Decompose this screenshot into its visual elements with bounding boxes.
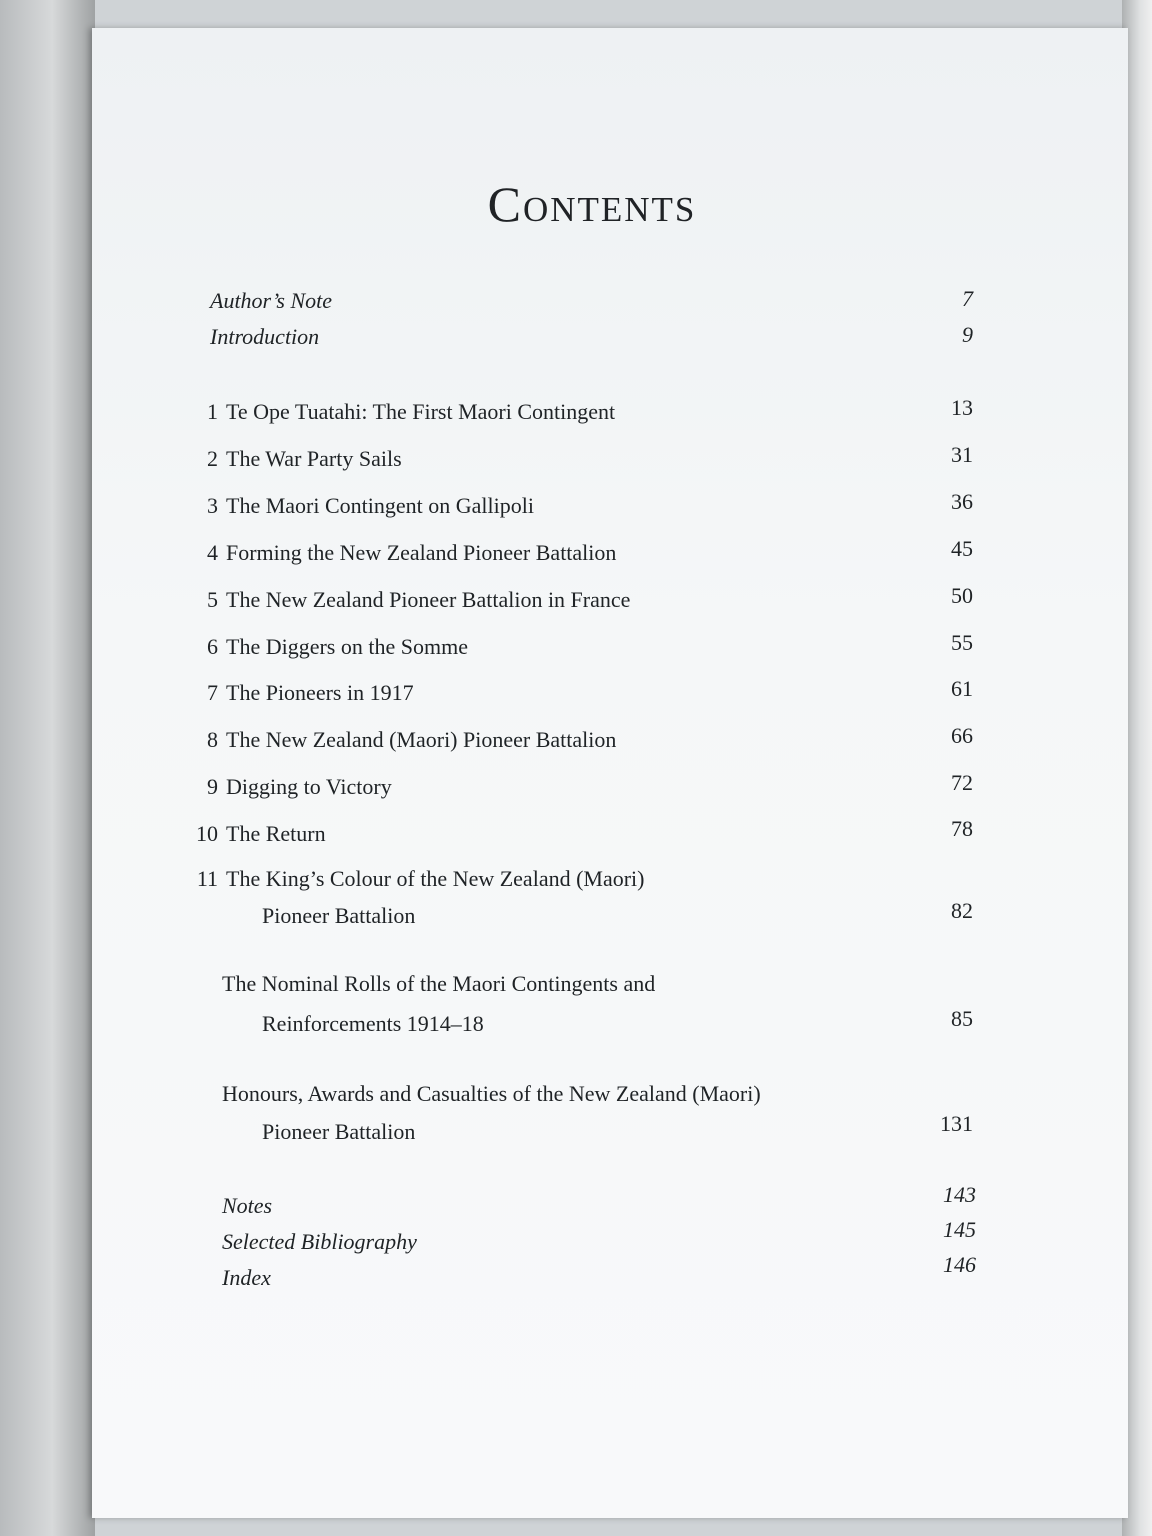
chapter-title: The Maori Contingent on Gallipoli <box>226 493 534 518</box>
toc-page-chapter-10: 78 <box>951 816 973 841</box>
toc-page-chapter-9: 72 <box>951 770 973 795</box>
toc-entry-nominal-rolls: The Nominal Rolls of the Maori Contingents and <box>222 971 656 996</box>
chapter-number: 2 <box>207 446 218 471</box>
toc-page-chapter-1: 13 <box>951 395 973 420</box>
chapter-number: 10 <box>196 821 218 846</box>
chapter-title: The Pioneers in 1917 <box>226 680 414 705</box>
chapter-title: The New Zealand (Maori) Pioneer Battalion <box>226 727 617 752</box>
chapter-title: The Return <box>226 821 326 846</box>
toc-chapter-8 <box>182 727 616 753</box>
toc-entry-honours-awards: Honours, Awards and Casualties of the New Zealand (Maori) <box>222 1081 761 1106</box>
toc-page-authors-note: 7 <box>962 286 973 311</box>
chapter-title: The War Party Sails <box>226 446 402 471</box>
chapter-title: The Diggers on the Somme <box>226 634 468 659</box>
chapter-title: Digging to Victory <box>226 774 392 799</box>
chapter-number: 6 <box>207 634 218 659</box>
chapter-number: 7 <box>207 680 218 705</box>
toc-chapter-7 <box>182 680 414 706</box>
toc-page-chapter-7: 61 <box>951 676 973 701</box>
toc-page-selected-bibliography: 145 <box>943 1217 976 1242</box>
page-title: Contents <box>487 176 697 232</box>
chapter-number: 5 <box>207 587 218 612</box>
toc-page-introduction: 9 <box>962 322 973 347</box>
toc-chapter-11 <box>182 866 645 892</box>
toc-page-chapter-2: 31 <box>951 442 973 467</box>
toc-chapter-3 <box>182 493 534 519</box>
chapter-number: 8 <box>207 727 218 752</box>
chapter-title: The King’s Colour of the New Zealand (Maori) <box>226 866 645 891</box>
toc-entry-introduction: Introduction <box>210 324 320 349</box>
toc-chapter-1 <box>182 399 615 425</box>
toc-entry-selected-bibliography: Selected Bibliography <box>222 1229 417 1254</box>
toc-chapter-6 <box>182 634 468 660</box>
chapter-number: 4 <box>207 540 218 565</box>
chapter-title: The New Zealand Pioneer Battalion in France <box>226 587 631 612</box>
toc-chapter-4 <box>182 540 616 566</box>
chapter-title: Te Ope Tuatahi: The First Maori Contingent <box>226 399 616 424</box>
toc-chapter-9 <box>182 774 392 800</box>
toc-entry-honours-awards-continued: Pioneer Battalion <box>262 1119 416 1144</box>
toc-chapter-5 <box>182 587 630 613</box>
toc-page-chapter-5: 50 <box>951 583 973 608</box>
toc-page-chapter-11: 82 <box>951 898 973 923</box>
toc-page-chapter-8: 66 <box>951 723 973 748</box>
toc-entry-notes: Notes <box>222 1193 273 1218</box>
toc-page-chapter-6: 55 <box>951 630 973 655</box>
toc-page-notes: 143 <box>943 1182 976 1207</box>
toc-chapter-10 <box>182 821 326 847</box>
chapter-number: 3 <box>207 493 218 518</box>
toc-page-nominal-rolls: 85 <box>951 1006 973 1031</box>
toc-entry-index: Index <box>222 1265 271 1290</box>
chapter-number: 1 <box>207 399 218 424</box>
toc-chapter-2 <box>182 446 402 472</box>
toc-page-chapter-3: 36 <box>951 489 973 514</box>
toc-entry-nominal-rolls-continued: Reinforcements 1914–18 <box>262 1011 484 1036</box>
toc-entry-authors-note: Author’s Note <box>210 288 333 313</box>
toc-chapter-11-continued: Pioneer Battalion <box>262 903 416 928</box>
chapter-title: Forming the New Zealand Pioneer Battalion <box>226 540 617 565</box>
chapter-number: 11 <box>196 866 218 891</box>
chapter-number: 9 <box>207 774 218 799</box>
toc-page-chapter-4: 45 <box>951 536 973 561</box>
toc-page-index: 146 <box>943 1252 976 1277</box>
toc-page-honours-awards: 131 <box>940 1111 973 1136</box>
